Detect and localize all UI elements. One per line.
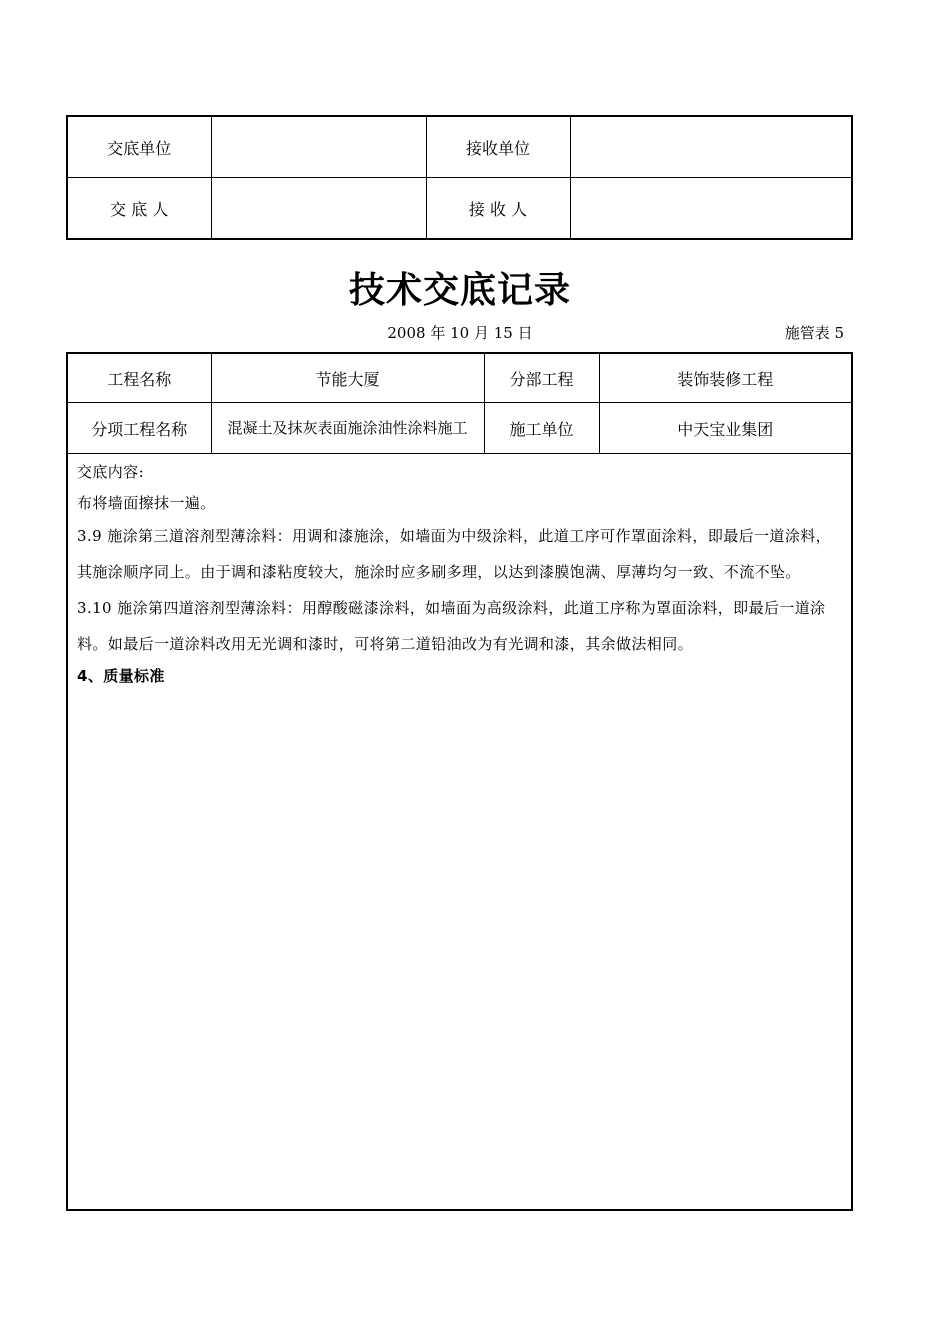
division-value: 装饰装修工程 <box>599 353 852 403</box>
briefing-content <box>67 454 852 1211</box>
receiver-unit-value <box>570 116 852 178</box>
handover-unit-value <box>211 116 426 178</box>
document-date: 2008 年 10 月 15 日 <box>387 324 533 342</box>
handover-person-value <box>211 178 426 240</box>
division-label: 分部工程 <box>484 353 599 403</box>
handover-person-label: 交 底 人 <box>67 178 211 240</box>
content-paragraph: 3.10 施涂第四道溶剂型薄涂料：用醇酸磁漆涂料，如墙面为高级涂料，此道工序称为罩面涂料，即最后一道涂料。如最后一道涂料改用无光调和漆时，可将第二道铅油改为有光调和漆，其余做法相同。 <box>77 599 826 653</box>
form-number: 施管表 5 <box>784 324 844 342</box>
project-name-label: 工程名称 <box>67 353 211 403</box>
item-label: 分项工程名称 <box>67 403 211 454</box>
construction-unit-label: 施工单位 <box>484 403 599 454</box>
content-label: 交底内容: <box>77 463 145 481</box>
item-value: 混凝土及抹灰表面施涂油性涂料施工 <box>211 403 484 454</box>
handover-signature-table <box>66 115 853 240</box>
content-paragraph: 布将墙面擦抹一遍。 <box>77 494 216 512</box>
technical-briefing-table <box>66 352 853 1211</box>
receiver-unit-label: 接收单位 <box>426 116 570 178</box>
content-paragraph: 3.9 施涂第三道溶剂型薄涂料：用调和漆施涂，如墙面为中级涂料，此道工序可作罩面涂料，即最后一道涂料，其施涂顺序同上。由于调和漆粘度较大，施涂时应多刷多理，以达到漆膜饱满、厚薄均匀一致、不流不坠。 <box>77 527 832 581</box>
project-name-value: 节能大厦 <box>211 353 484 403</box>
handover-unit-label: 交底单位 <box>67 116 211 178</box>
section-heading: 4、质量标准 <box>77 667 165 685</box>
receiver-person-value <box>570 178 852 240</box>
construction-unit-value: 中天宝业集团 <box>599 403 852 454</box>
receiver-person-label: 接 收 人 <box>426 178 570 240</box>
document-title: 技术交底记录 <box>348 270 571 311</box>
